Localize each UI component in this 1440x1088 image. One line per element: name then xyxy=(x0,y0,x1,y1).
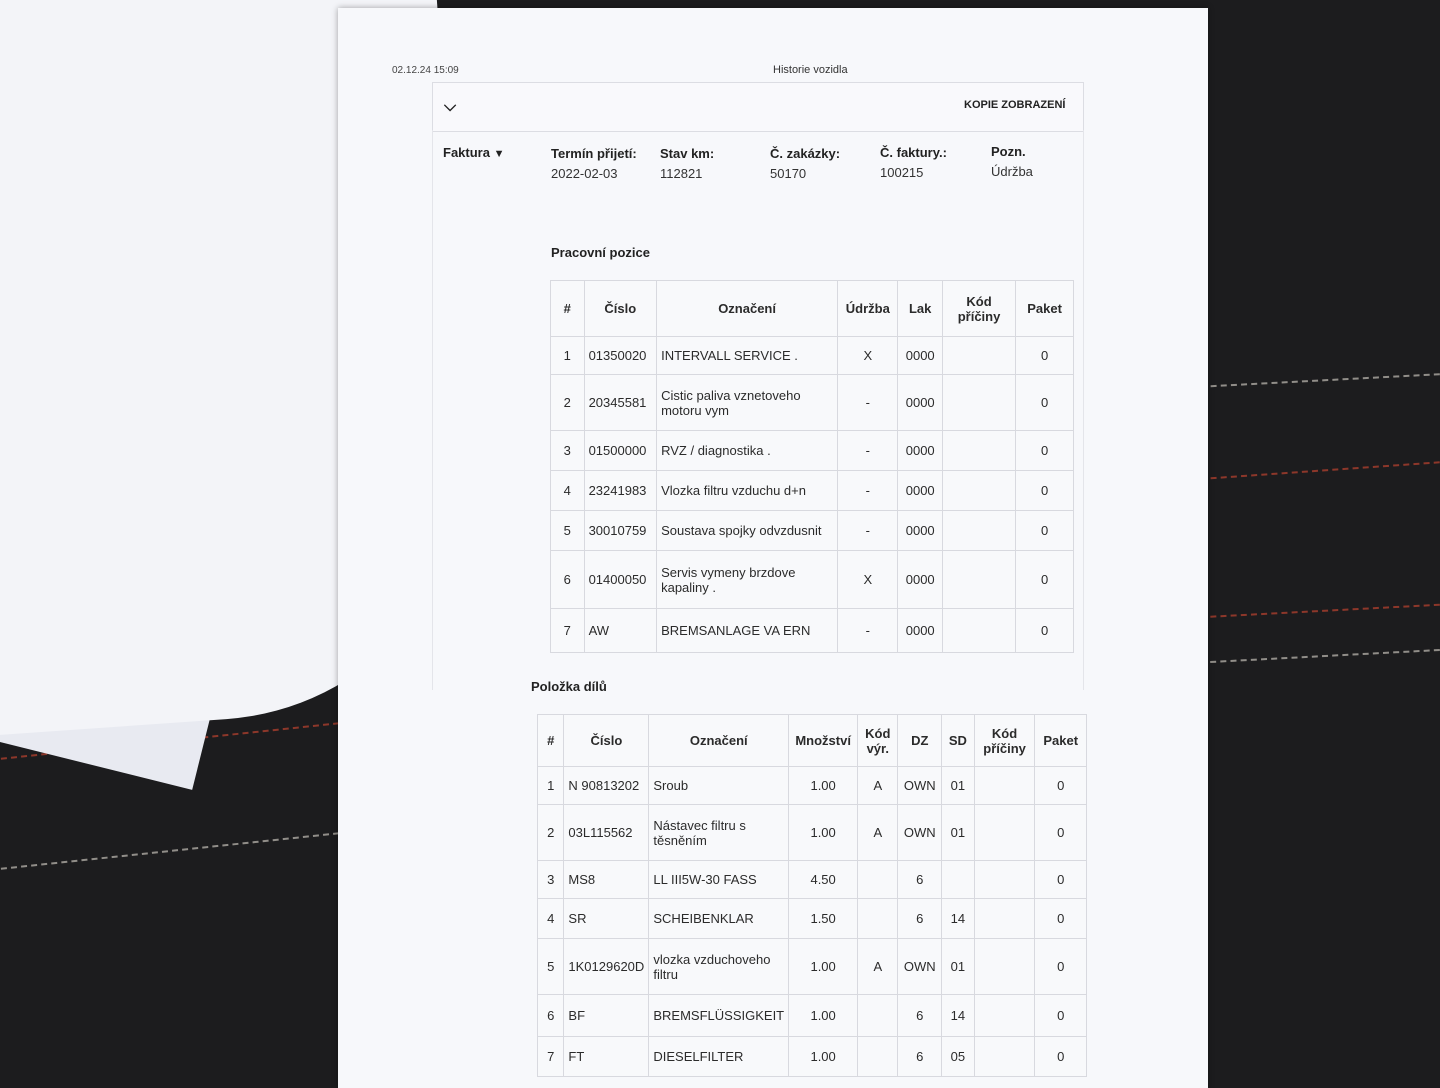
cell: SR xyxy=(564,899,649,939)
field-note xyxy=(991,142,1033,182)
cell: 0 xyxy=(1016,609,1074,653)
cell: 0000 xyxy=(898,375,942,431)
column-header: Číslo xyxy=(564,715,649,767)
cell: 1 xyxy=(551,337,585,375)
cell: BREMSANLAGE VA ERN xyxy=(657,609,838,653)
fabric-stripe xyxy=(1190,461,1440,480)
cell: 0 xyxy=(1035,1037,1087,1077)
cell: 7 xyxy=(551,609,585,653)
cell: 01350020 xyxy=(584,337,657,375)
cell: 4 xyxy=(538,899,564,939)
table-row xyxy=(538,939,1087,995)
cell: 3 xyxy=(551,431,585,471)
cell: - xyxy=(838,511,898,551)
cell: Sroub xyxy=(649,767,789,805)
page-title: Historie vozidla xyxy=(773,64,848,76)
cell xyxy=(858,995,898,1037)
field-invoice-number xyxy=(880,143,947,183)
parts-table xyxy=(537,714,1087,1077)
cell: 0000 xyxy=(898,551,942,609)
field-order-number xyxy=(770,144,840,184)
table-row xyxy=(551,337,1074,375)
cell: - xyxy=(838,609,898,653)
cell: 1.00 xyxy=(789,805,858,861)
table-row xyxy=(538,767,1087,805)
cell xyxy=(974,1037,1035,1077)
cell: N 90813202 xyxy=(564,767,649,805)
cell: 1.00 xyxy=(789,767,858,805)
column-header: Lak xyxy=(898,281,942,337)
cell: 4 xyxy=(551,471,585,511)
cell xyxy=(974,861,1035,899)
cell: Vlozka filtru vzduchu d+n xyxy=(657,471,838,511)
table-row xyxy=(538,1037,1087,1077)
table-header-row xyxy=(538,715,1087,767)
table-header-row xyxy=(551,281,1074,337)
table-row xyxy=(551,609,1074,653)
table-row xyxy=(551,511,1074,551)
cell: 30010759 xyxy=(584,511,657,551)
cell: OWN xyxy=(898,767,942,805)
cell: 6 xyxy=(551,551,585,609)
column-header: SD xyxy=(942,715,975,767)
cell xyxy=(942,511,1015,551)
cell: Servis vymeny brzdove kapaliny . xyxy=(657,551,838,609)
cell xyxy=(942,375,1015,431)
cell: Nástavec filtru s těsněním xyxy=(649,805,789,861)
field-label: Stav km: xyxy=(660,146,715,161)
field-value: 112821 xyxy=(660,166,703,181)
cell: DIESELFILTER xyxy=(649,1037,789,1077)
table-row xyxy=(538,861,1087,899)
cell: vlozka vzduchoveho filtru xyxy=(649,939,789,995)
cell: 05 xyxy=(942,1037,975,1077)
column-header: Údržba xyxy=(838,281,898,337)
cell: Cistic paliva vznetoveho motoru vym xyxy=(657,375,838,431)
cell: MS8 xyxy=(564,861,649,899)
cell xyxy=(942,337,1015,375)
cell xyxy=(942,861,975,899)
cell: - xyxy=(838,375,898,431)
cell: AW xyxy=(584,609,657,653)
column-header: Kód příčiny xyxy=(974,715,1035,767)
cell: 0000 xyxy=(898,511,942,551)
cell: 03L115562 xyxy=(564,805,649,861)
chevron-down-icon: ▼ xyxy=(493,148,505,160)
cell xyxy=(942,431,1015,471)
cell: 7 xyxy=(538,1037,564,1077)
field-value: 2022-02-03 xyxy=(551,166,618,181)
cell: RVZ / diagnostika . xyxy=(657,431,838,471)
fabric-stripe xyxy=(1210,649,1440,663)
table-row xyxy=(538,899,1087,939)
cell: 4.50 xyxy=(789,861,858,899)
table-row xyxy=(551,431,1074,471)
chevron-down-icon[interactable]: ⌵ xyxy=(444,98,457,115)
cell: 0 xyxy=(1016,511,1074,551)
cell: 0000 xyxy=(898,609,942,653)
table-row xyxy=(538,995,1087,1037)
cell: X xyxy=(838,337,898,375)
cell: 0000 xyxy=(898,471,942,511)
field-value: 100215 xyxy=(880,165,924,180)
cell: 1K0129620D xyxy=(564,939,649,995)
cell xyxy=(942,551,1015,609)
cell: 2 xyxy=(551,375,585,431)
column-header: Paket xyxy=(1035,715,1087,767)
cell xyxy=(974,805,1035,861)
cell: 0 xyxy=(1035,861,1087,899)
copy-view-button[interactable]: KOPIE ZOBRAZENÍ xyxy=(964,99,1066,111)
cell: - xyxy=(838,471,898,511)
cell: 0 xyxy=(1016,431,1074,471)
cell: A xyxy=(858,939,898,995)
cell: 01 xyxy=(942,805,975,861)
column-header: # xyxy=(551,281,585,337)
field-value: 50170 xyxy=(770,166,807,181)
column-header: Číslo xyxy=(584,281,657,337)
cell: 01500000 xyxy=(584,431,657,471)
cell: OWN xyxy=(898,805,942,861)
cell: 0 xyxy=(1035,899,1087,939)
column-header: Označení xyxy=(657,281,838,337)
cell: 20345581 xyxy=(584,375,657,431)
cell: LL III5W-30 FASS xyxy=(649,861,789,899)
cell: 2 xyxy=(538,805,564,861)
field-label: Termín přijetí: xyxy=(551,146,637,161)
cell: 14 xyxy=(942,995,975,1037)
cell: 6 xyxy=(898,899,942,939)
cell: 6 xyxy=(898,1037,942,1077)
cell: SCHEIBENKLAR xyxy=(649,899,789,939)
fabric-stripe xyxy=(1,832,339,870)
fabric-stripe xyxy=(1200,604,1440,619)
invoice-type-label: Faktura xyxy=(443,145,490,160)
column-header: Množství xyxy=(789,715,858,767)
field-label: Pozn. xyxy=(991,144,1026,159)
cell xyxy=(858,899,898,939)
cell: 1.00 xyxy=(789,1037,858,1077)
cell xyxy=(974,767,1035,805)
cell: 1 xyxy=(538,767,564,805)
table-row xyxy=(551,471,1074,511)
invoice-type[interactable] xyxy=(443,145,504,160)
column-header: Kód příčiny xyxy=(942,281,1015,337)
cell: 5 xyxy=(551,511,585,551)
cell: 0 xyxy=(1035,805,1087,861)
cell: 0 xyxy=(1016,375,1074,431)
cell xyxy=(974,899,1035,939)
parts-title: Položka dílů xyxy=(531,679,607,694)
cell: 3 xyxy=(538,861,564,899)
cell: 01400050 xyxy=(584,551,657,609)
cell xyxy=(858,861,898,899)
cell xyxy=(942,471,1015,511)
cell: 1.00 xyxy=(789,995,858,1037)
column-header: Paket xyxy=(1016,281,1074,337)
cell: FT xyxy=(564,1037,649,1077)
cell: BREMSFLÜSSIGKEIT xyxy=(649,995,789,1037)
cell xyxy=(974,939,1035,995)
cell: 5 xyxy=(538,939,564,995)
field-label: Č. faktury.: xyxy=(880,145,947,160)
cell: X xyxy=(838,551,898,609)
cell: 6 xyxy=(898,995,942,1037)
column-header: Označení xyxy=(649,715,789,767)
cell xyxy=(942,609,1015,653)
cell: 6 xyxy=(538,995,564,1037)
table-row xyxy=(551,375,1074,431)
cell xyxy=(974,995,1035,1037)
cell: 1.50 xyxy=(789,899,858,939)
cell: 6 xyxy=(898,861,942,899)
field-value: Údržba xyxy=(991,164,1033,179)
table-row xyxy=(551,551,1074,609)
fabric-stripe xyxy=(1180,373,1440,389)
cell: INTERVALL SERVICE . xyxy=(657,337,838,375)
cell: 0000 xyxy=(898,431,942,471)
cell: A xyxy=(858,767,898,805)
cell: BF xyxy=(564,995,649,1037)
cell: 01 xyxy=(942,767,975,805)
cell: 23241983 xyxy=(584,471,657,511)
cell: 0 xyxy=(1035,939,1087,995)
cell: 0 xyxy=(1016,471,1074,511)
cell: 0 xyxy=(1016,337,1074,375)
print-datetime: 02.12.24 15:09 xyxy=(392,65,459,76)
field-intake-date xyxy=(551,144,651,184)
cell: 0 xyxy=(1016,551,1074,609)
field-label: Č. zakázky: xyxy=(770,146,841,161)
cell: A xyxy=(858,805,898,861)
cell: 0 xyxy=(1035,767,1087,805)
column-header: # xyxy=(538,715,564,767)
column-header: DZ xyxy=(898,715,942,767)
cell: OWN xyxy=(898,939,942,995)
cell: 1.00 xyxy=(789,939,858,995)
field-mileage xyxy=(660,144,714,184)
work-positions-table xyxy=(550,280,1074,653)
table-row xyxy=(538,805,1087,861)
column-header: Kód výr. xyxy=(858,715,898,767)
work-positions-title: Pracovní pozice xyxy=(551,245,650,260)
cell: 14 xyxy=(942,899,975,939)
cell: - xyxy=(838,431,898,471)
cell: 0000 xyxy=(898,337,942,375)
cell xyxy=(858,1037,898,1077)
cell: 01 xyxy=(942,939,975,995)
cell: Soustava spojky odvzdusnit xyxy=(657,511,838,551)
cell: 0 xyxy=(1035,995,1087,1037)
